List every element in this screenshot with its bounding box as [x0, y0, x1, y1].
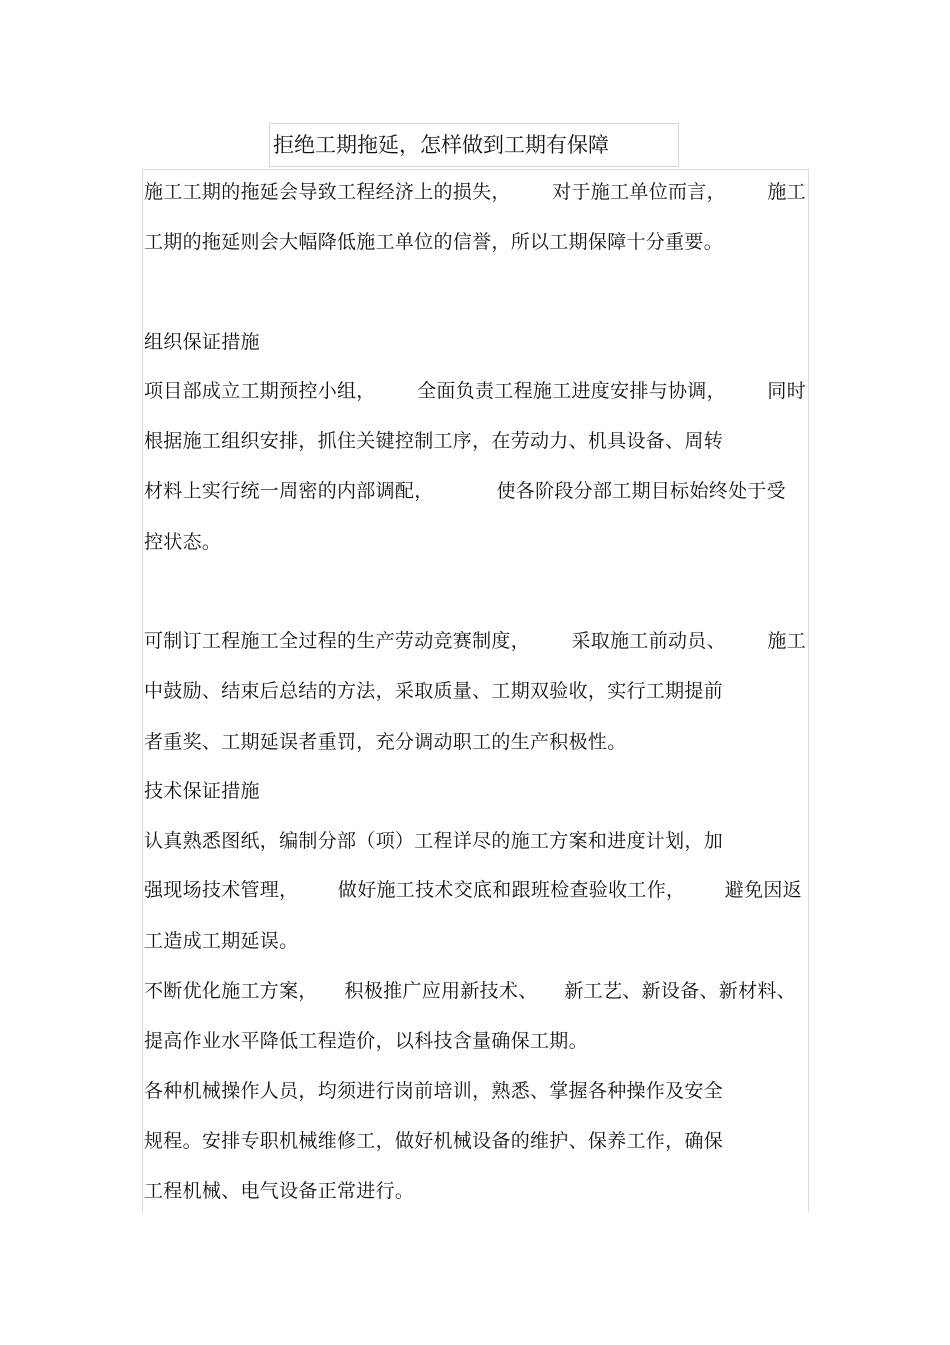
- org-p2-line-1: [144, 628, 806, 654]
- intro-line-1-part-2: 对于施工单位而言，: [552, 181, 726, 203]
- intro-line-1: [144, 179, 806, 205]
- tech-p1-line-2-part-1: 强现场技术管理，: [144, 879, 299, 901]
- tech-p2-line-1-part-3: 新工艺、新设备、新材料、: [564, 980, 796, 1002]
- tech-p3-line-3: 工程机械、电气设备正常进行。: [144, 1180, 415, 1202]
- intro-line-2: 工期的拖延则会大幅降低施工单位的信誉，所以工期保障十分重要。: [144, 231, 724, 253]
- org-p2-line-1-part-1: 可制订工程施工全过程的生产劳动竞赛制度，: [144, 630, 531, 652]
- org-p1-line-3-part-1: 材料上实行统一周密的内部调配，: [144, 480, 434, 502]
- tech-p1-line-2-part-2: 做好施工技术交底和跟班检查验收工作，: [337, 879, 686, 901]
- section-heading-technical: 技术保证措施: [144, 780, 260, 802]
- intro-line-1-part-1: 施工工期的拖延会导致工程经济上的损失，: [144, 181, 511, 203]
- tech-p1-line-2-part-3: 避免因返: [724, 879, 802, 901]
- section-heading-organization: 组织保证措施: [144, 331, 260, 353]
- org-p1-line-3-part-2: 使各阶段分部工期目标始终处于受: [496, 480, 786, 502]
- document-title: 拒绝工期拖延，怎样做到工期有保障: [269, 123, 679, 167]
- org-p1-line-1-part-2: 全面负责工程施工进度安排与协调，: [417, 380, 726, 402]
- org-p1-line-1-part-3: 同时: [767, 380, 806, 402]
- tech-p1-line-2: [144, 877, 802, 903]
- tech-p1-line-3: 工造成工期延误。: [144, 930, 299, 952]
- tech-p2-line-1-part-2: 积极推广应用新技术、: [344, 980, 538, 1002]
- tech-p2-line-1-part-1: 不断优化施工方案，: [144, 980, 318, 1002]
- org-p1-line-1: [144, 378, 806, 404]
- org-p2-line-1-part-3: 施工: [767, 630, 806, 652]
- org-p1-line-1-part-1: 项目部成立工期预控小组，: [144, 380, 376, 402]
- tech-p3-line-1: 各种机械操作人员，均须进行岗前培训，熟悉、掌握各种操作及安全: [144, 1080, 724, 1102]
- tech-p2-line-2: 提高作业水平降低工程造价，以科技含量确保工期。: [144, 1030, 588, 1052]
- org-p2-line-3: 者重奖、工期延误者重罚，充分调动职工的生产积极性。: [144, 731, 627, 753]
- tech-p3-line-2: 规程。安排专职机械维修工，做好机械设备的维护、保养工作，确保: [144, 1130, 724, 1152]
- org-p1-line-2: 根据施工组织安排，抓住关键控制工序，在劳动力、机具设备、周转: [144, 430, 724, 452]
- tech-p2-line-1: [144, 978, 796, 1004]
- org-p2-line-2: 中鼓励、结束后总结的方法，采取质量、工期双验收，实行工期提前: [144, 680, 724, 702]
- org-p2-line-1-part-2: 采取施工前动员、: [571, 630, 726, 652]
- org-p1-line-4: 控状态。: [144, 531, 222, 553]
- org-p1-line-3: [144, 478, 786, 504]
- tech-p1-line-1: 认真熟悉图纸，编制分部（项）工程详尽的施工方案和进度计划，加: [144, 830, 724, 852]
- intro-line-1-part-3: 施工: [767, 181, 806, 203]
